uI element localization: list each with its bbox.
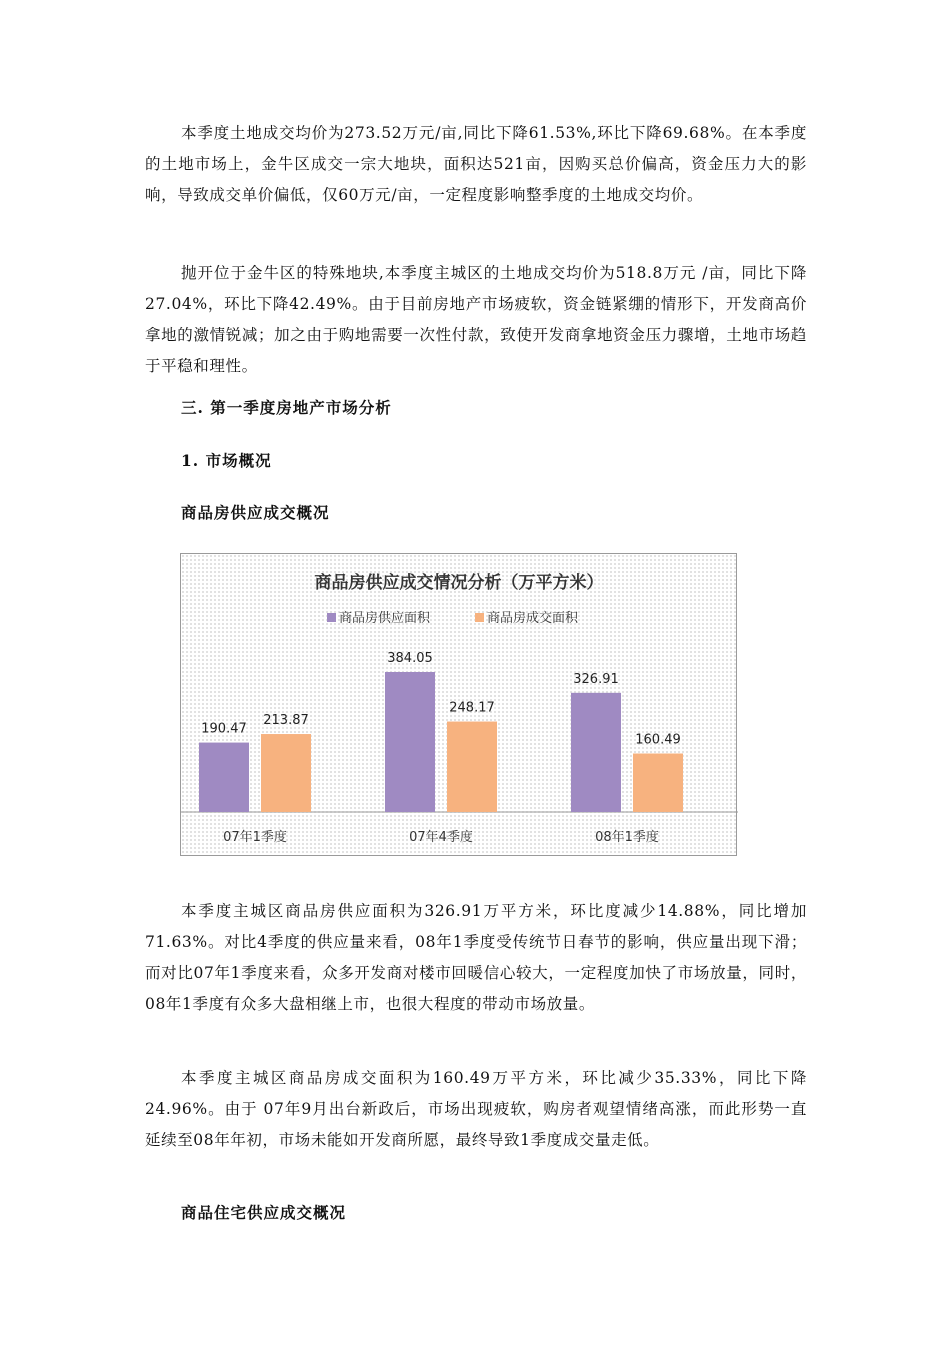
data-label-supply-0: 190.47 [201, 721, 247, 737]
data-label-transaction-1: 248.17 [449, 700, 495, 716]
category-labels [223, 829, 659, 845]
chart-canvas [181, 554, 738, 857]
paragraph-land-price: 本季度土地成交均价为273.52万元/亩,同比下降61.53%,环比下降69.68%。在本季度的土地市场上，金牛区成交一宗大地块，面积达521亩，因购买总价偏高，资金压力大的影响，导致成交单价偏低，仅60万元/亩，一定程度影响整季度的土地成交均价。 [145, 124, 807, 204]
legend-label-transaction: 商品房成交面积 [487, 611, 579, 626]
legend-swatch-supply [327, 613, 336, 622]
category-label-0: 07年1季度 [223, 830, 287, 845]
bar-supply-0 [199, 743, 249, 812]
category-label-1: 07年4季度 [409, 830, 473, 845]
bars-group [199, 651, 683, 812]
data-label-transaction-0: 213.87 [263, 713, 309, 729]
chart-legend [327, 610, 579, 626]
subheading-supply-transaction: 商品房供应成交概况 [181, 503, 330, 522]
supply-transaction-chart [180, 553, 737, 856]
data-label-supply-1: 384.05 [387, 651, 433, 666]
bar-transaction-2 [633, 753, 683, 812]
section-heading-3: 三. 第一季度房地产市场分析 [181, 398, 392, 417]
category-label-2: 08年1季度 [595, 830, 659, 845]
subheading-market-overview: 1. 市场概况 [181, 451, 272, 470]
data-label-transaction-2: 160.49 [635, 732, 681, 748]
legend-swatch-transaction [475, 613, 484, 622]
chart-title: 商品房供应成交情况分析（万平方米） [314, 573, 604, 593]
data-label-supply-2: 326.91 [573, 671, 619, 687]
paragraph-land-price-excluding: 抛开位于金牛区的特殊地块,本季度主城区的土地成交均价为518.8万元 /亩，同比下降27.04%，环比下降42.49%。由于目前房地产市场疲软，资金链紧绷的情形下，开发商高价拿地的激情锐减；加之由于购地需要一次性付款，致使开发商拿地资金压力骤增，土地市场趋于平稳和理性。 [145, 264, 807, 375]
bar-transaction-0 [261, 734, 311, 812]
paragraph-transaction-area: 本季度主城区商品房成交面积为160.49万平方米，环比减少35.33%，同比下降24.96%。由于 07年9月出台新政后，市场出现疲软，购房者观望情绪高涨，而此形势一直延续至08年年初，市场未能如开发商所愿，最终导致1季度成交量走低。 [145, 1069, 807, 1149]
bar-supply-1 [385, 672, 435, 812]
paragraph-supply-area: 本季度主城区商品房供应面积为326.91万平方米，环比度减少14.88%，同比增加71.63%。对比4季度的供应量来看，08年1季度受传统节日春节的影响，供应量出现下滑；而对比07年1季度来看，众多开发商对楼市回暖信心较大，一定程度加快了市场放量，同时，08年1季度有众多大盘相继上市，也很大程度的带动市场放量。 [145, 902, 807, 1013]
legend-label-supply: 商品房供应面积 [339, 611, 431, 626]
bar-transaction-1 [447, 722, 497, 812]
subheading-residential: 商品住宅供应成交概况 [181, 1203, 347, 1222]
bar-supply-2 [571, 693, 621, 812]
